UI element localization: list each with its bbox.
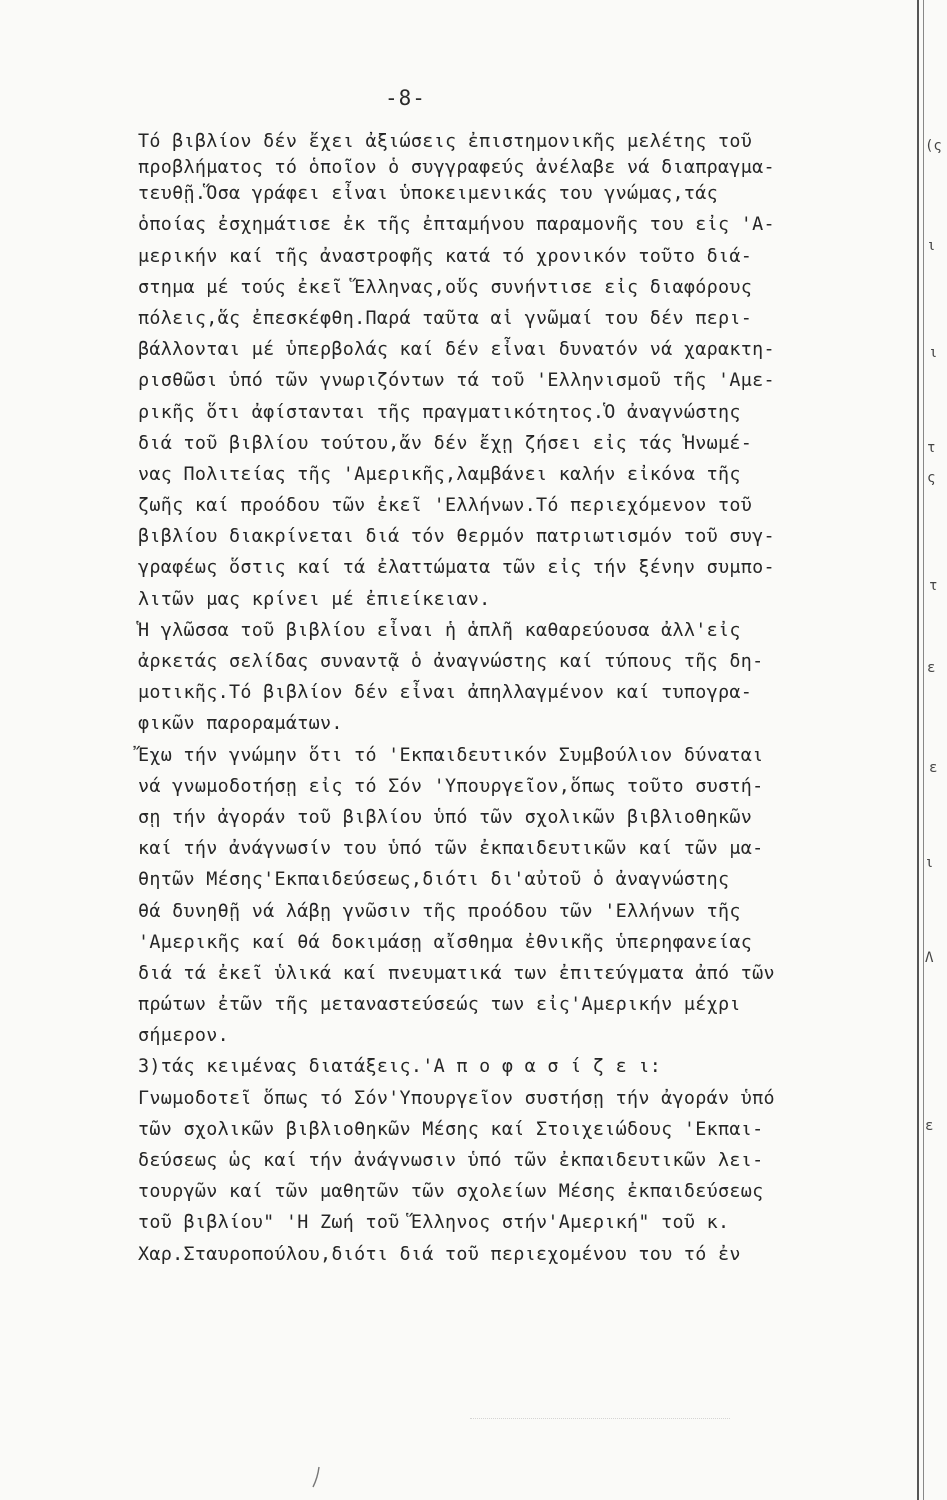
- text-line: τουργῶν καί τῶν μαθητῶν τῶν σχολείων Μέσης ἐκπαιδεύσεως: [138, 1181, 764, 1203]
- text-line: διά τοῦ βιβλίου τούτου,ἄν δέν ἔχῃ ζήσει εἰς τάς Ἡνωμέ-: [138, 432, 753, 454]
- text-line: καί τήν ἀνάγνωσίν του ὑπό τῶν ἐκπαιδευτικῶν καί τῶν μα-: [138, 838, 764, 860]
- text-line: νά γνωμοδοτήσῃ εἰς τό Σόν 'Υπουργεῖον,ὅπως τοῦτο συστή-: [138, 775, 764, 797]
- text-line: στημα μέ τούς ἐκεῖ Ἕλληνας,οὕς συνήντισε εἰς διαφόρους: [138, 276, 753, 298]
- edge-glyph: τ: [927, 440, 936, 456]
- edge-glyph: ι: [929, 345, 938, 361]
- faint-stamp-line: [470, 1418, 730, 1425]
- text-line: δεύσεως ὡς καί τήν ἀνάγνωσιν ὑπό τῶν ἐκπαιδευτικῶν λει-: [138, 1150, 764, 1171]
- text-line: μερικήν καί τῆς ἀναστροφῆς κατά τό χρονικόν τοῦτο διά-: [138, 245, 753, 267]
- text-line: θά δυνηθῇ νά λάβῃ γνῶσιν τῆς προόδου τῶν 'Ελλήνων τῆς: [138, 900, 741, 922]
- text-line: Ἡ γλῶσσα τοῦ βιβλίου εἶναι ἡ ἁπλῆ καθαρεύουσα ἀλλ'εἰς: [138, 619, 741, 641]
- text-line: γραφέως ὅστις καί τά ἐλαττώματα τῶν εἰς τήν ξένην συμπο-: [138, 557, 775, 579]
- text-line: νας Πολιτείας τῆς 'Αμερικῆς,λαμβάνει καλήν εἰκόνα τῆς: [138, 463, 741, 485]
- page-number: -8-: [385, 86, 426, 110]
- pen-stroke-icon: [310, 1465, 324, 1489]
- text-line: τοῦ βιβλίου" 'Η Ζωή τοῦ Ἕλληνος στήν'Αμερική" τοῦ κ.: [138, 1212, 730, 1234]
- text-line: Χαρ.Σταυροπούλου,διότι διά τοῦ περιεχομένου του τό ἐν: [138, 1243, 741, 1265]
- text-line: θητῶν Μέσης'Εκπαιδεύσεως,διότι δι'αὐτοῦ ὁ ἀναγνώστης: [138, 869, 730, 891]
- text-line: Γνωμοδοτεῖ ὅπως τό Σόν'Υπουργεῖον συστήσῃ τήν ἀγοράν ὑπό: [138, 1087, 775, 1109]
- text-line: πρώτων ἐτῶν τῆς μεταναστεύσεώς των εἰς'Αμερικήν μέχρι: [138, 994, 741, 1016]
- text-line: ρισθῶσι ὑπό τῶν γνωριζόντων τά τοῦ 'Ελληνισμοῦ τῆς 'Αμε-: [138, 370, 775, 392]
- text-line: πόλεις,ἅς ἐπεσκέφθη.Παρά ταῦτα αἱ γνῶμαί του δέν περι-: [138, 307, 753, 329]
- text-line: διά τά ἐκεῖ ὑλικά καί πνευματικά των ἐπιτεύγματα ἀπό τῶν: [138, 962, 775, 984]
- text-line: σήμερον.: [138, 1025, 229, 1047]
- text-line: βάλλονται μέ ὑπερβολάς καί δέν εἶναι δυνατόν νά χαρακτη-: [138, 339, 775, 361]
- edge-glyph: τ: [929, 578, 938, 594]
- edge-glyph: Λ: [925, 950, 934, 966]
- bottom-pen-mark: [310, 1465, 324, 1494]
- text-line: 'Αμερικῆς καί θά δοκιμάσῃ αἴσθημα ἐθνικῆς ὑπερηφανείας: [138, 931, 753, 953]
- edge-line: [917, 0, 919, 1500]
- edge-glyph: ι: [927, 238, 936, 254]
- text-line: ὁποίας ἐσχημάτισε ἐκ τῆς ἐπταμήνου παραμονῆς του εἰς 'Α-: [138, 214, 775, 236]
- edge-glyph: ε: [929, 760, 938, 776]
- text-line: ζωῆς καί προόδου τῶν ἐκεῖ 'Ελλήνων.Τό περιεχόμενον τοῦ: [138, 495, 753, 517]
- text-line: μοτικῆς.Τό βιβλίον δέν εἶναι ἀπηλλαγμένον καί τυπογρα-: [138, 682, 753, 704]
- edge-glyph: ς: [927, 470, 936, 486]
- text-line: Ἔχω τήν γνώμην ὅτι τό 'Εκπαιδευτικόν Συμβούλιον δύναται: [138, 744, 764, 766]
- text-line: 3)τάς κειμένας διατάξεις.'Α π ο φ α σ ί ζ ε ι:: [138, 1056, 662, 1078]
- text-line: προβλήματος τό ὁποῖον ὁ συγγραφεύς ἀνέλαβε νά διαπραγμα-: [138, 157, 775, 179]
- body-text: [138, 126, 888, 1270]
- text-line: τευθῇ.Ὅσα γράφει εἶναι ὑποκειμενικάς του γνώμας,τάς: [138, 183, 718, 205]
- text-line: λιτῶν μας κρίνει μέ ἐπιείκειαν.: [138, 588, 491, 610]
- adjacent-page-edge: [895, 0, 947, 1500]
- edge-glyph: ε: [925, 1118, 934, 1134]
- edge-glyph: ι: [925, 855, 934, 871]
- text-line: τῶν σχολικῶν βιβλιοθηκῶν Μέσης καί Στοιχειώδους 'Εκπαι-: [138, 1118, 764, 1140]
- edge-glyph: ε: [927, 660, 936, 676]
- text-line: φικῶν παροραμάτων.: [138, 713, 343, 735]
- edge-line: [923, 0, 924, 1500]
- edge-glyph: (ς: [925, 138, 942, 154]
- text-line: Τό βιβλίον δέν ἔχει ἀξιώσεις ἐπιστημονικῆς μελέτης τοῦ: [138, 131, 753, 152]
- text-line: βιβλίου διακρίνεται διά τόν θερμόν πατριωτισμόν τοῦ συγ-: [138, 526, 775, 548]
- text-line: σῃ τήν ἀγοράν τοῦ βιβλίου ὑπό τῶν σχολικῶν βιβλιοθηκῶν: [138, 806, 753, 828]
- text-line: ἀρκετάς σελίδας συναντᾷ ὁ ἀναγνώστης καί τύπους τῆς δη-: [138, 651, 764, 672]
- text-line: ρικῆς ὅτι ἀφίστανται τῆς πραγματικότητος.Ὁ ἀναγνώστης: [138, 401, 741, 423]
